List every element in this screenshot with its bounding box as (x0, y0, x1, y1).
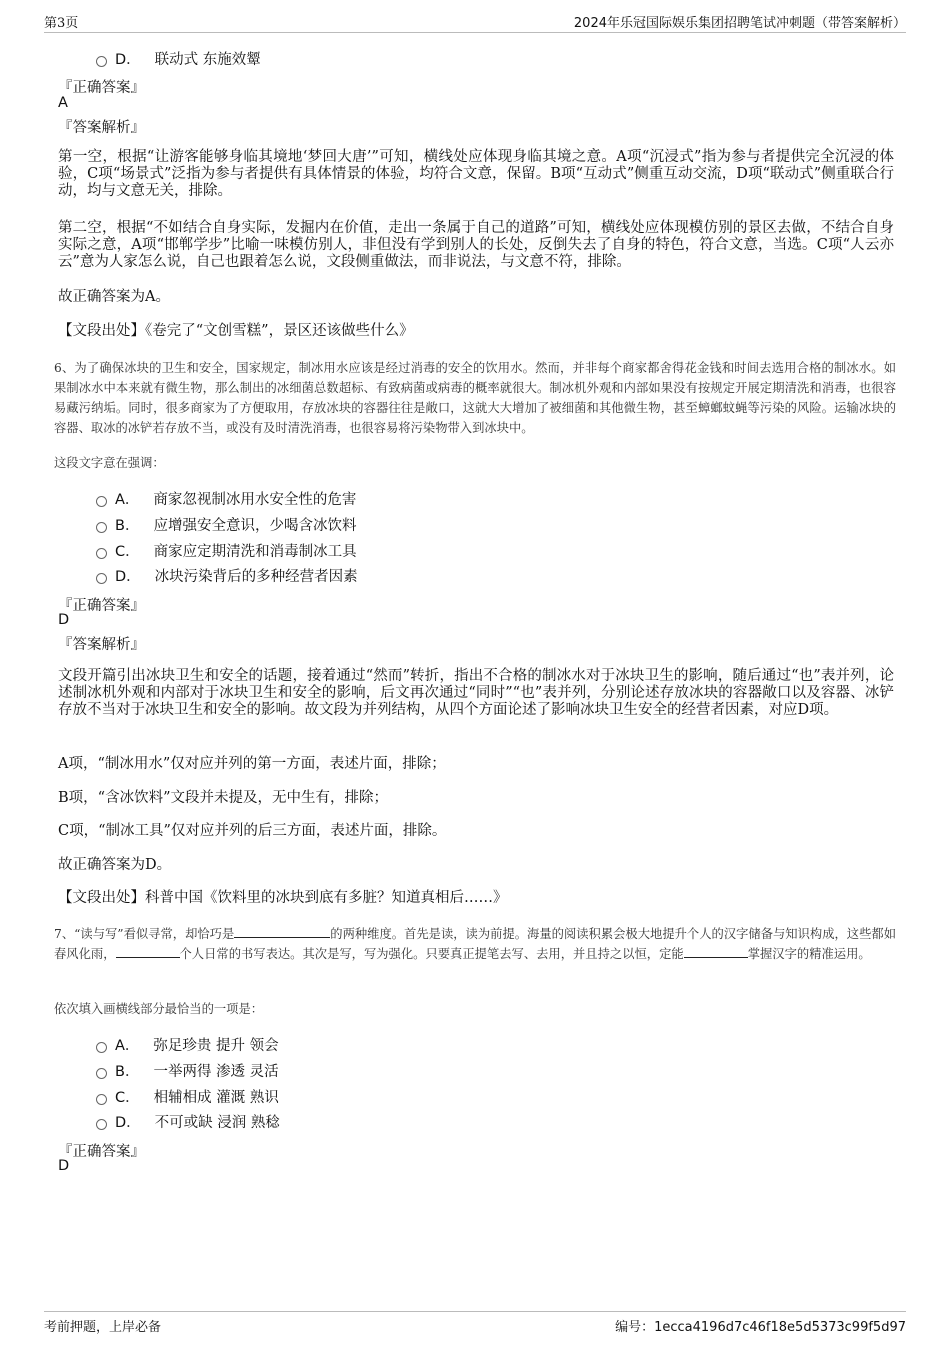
q7-option-c[interactable]: C． 相辅相成 灌溉 熟识 (96, 1086, 279, 1107)
radio-icon[interactable] (96, 1094, 107, 1105)
conclusion: 故正确答案为D。 (58, 857, 172, 873)
radio-icon[interactable] (96, 1068, 107, 1079)
question-stem: 依次填入画横线部分最恰当的一项是： (54, 1002, 264, 1016)
analysis-paragraph: 文段开篇引出冰块卫生和安全的话题，接着通过“然而”转折，指出不合格的制冰水对于冰块卫生的影响，随后通过“也”表并列，论述制冰机外观和内部对于冰块卫生和安全的影响，后文再次通过“同时”“也”表并列，分别论述存放冰块的容器敞口以及容器、冰铲存放不当对于冰块卫生和安全的影响。故文段为并列结构，从四个方面论述了影响冰块卫生安全的经营者因素，对应D项。 (58, 668, 894, 718)
prev-option-d[interactable]: D． 联动式 东施效颦 (96, 48, 261, 69)
question-6-text: 6、为了确保冰块的卫生和安全，国家规定，制冰用水应该是经过消毒的安全的饮用水。然而，并非每个商家都舍得花金钱和时间去选用合格的制冰水。如果制冰水中本来就有微生物，那么制出的冰细菌总数超标、有致病菌或病毒的概率就很大。制冰机外观和内部如果没有按规定开展定期清洗和消毒，也很容易藏污纳垢。同时，很多商家为了方便取用，存放冰块的容器往往是敞口，这就大大增加了被细菌和其他微生物，甚至蟑螂蚊蝇等污染的风险。运输冰块的容器、取冰的冰铲若存放不当，或没有及时清洗消毒，也很容易将污染物带入到冰块中。 (54, 361, 896, 435)
fill-blank (234, 925, 330, 938)
answer-label: 『正确答案』 (58, 598, 145, 614)
page-header (44, 12, 906, 33)
analysis-label: 『答案解析』 (58, 120, 145, 136)
question-stem: 这段文字意在强调： (54, 456, 165, 470)
analysis-line-b: B项，“含冰饮料”文段并未提及，无中生有，排除； (58, 790, 388, 806)
source-citation: 【文段出处】《卷完了“文创雪糕”，景区还该做些什么》 (58, 323, 414, 339)
q7-option-d[interactable]: D． 不可或缺 浸润 熟稔 (96, 1111, 280, 1132)
radio-icon[interactable] (96, 1042, 107, 1053)
radio-icon[interactable] (96, 1119, 107, 1130)
analysis-label: 『答案解析』 (58, 637, 145, 653)
radio-icon[interactable] (96, 548, 107, 559)
conclusion: 故正确答案为A。 (58, 289, 170, 305)
source-citation: 【文段出处】科普中国《饮料里的冰块到底有多脏？知道真相后……》 (58, 890, 508, 906)
radio-icon[interactable] (96, 573, 107, 584)
answer-label: 『正确答案』 (58, 1144, 145, 1160)
footer-slogan: 考前押题，上岸必备 (44, 1320, 162, 1335)
fill-blank (684, 945, 748, 958)
page-footer (44, 1311, 906, 1334)
answer-value: D (58, 1158, 70, 1174)
analysis-line-a: A项，“制冰用水”仅对应并列的第一方面，表述片面，排除； (58, 756, 446, 772)
analysis-line-c: C项，“制冰工具”仅对应并列的后三方面，表述片面，排除。 (58, 823, 447, 839)
document-id: 编号：1ecca4196d7c46f18e5d5373c99f5d97 (615, 1320, 906, 1335)
question-7-text: 7、“读与写”看似寻常，却恰巧是 的两种维度。首先是读，读为前提。海量的阅读积累会极大地提升个人的汉字储备与知识构成，这些都如春风化雨， 个人日常的书写表达。其次是写，写为强化。只要真正提笔去写、去用，并且持之以恒，定能 掌握汉字的精准运用。 (54, 927, 896, 961)
analysis-paragraph: 第二空，根据“不如结合自身实际，发掘内在价值，走出一条属于自己的道路”可知，横线处应体现模仿别的景区去做，不结合自身实际之意，A项“邯郸学步”比喻一味模仿别人，非但没有学到别人的长处，反倒失去了自身的特色，符合文意，当选。C项“人云亦云”意为人家怎么说，自己也跟着怎么说，文段侧重做法，而非说法，与文意不符，排除。 (58, 220, 894, 270)
analysis-paragraph: 第一空，根据“让游客能够身临其境地‘梦回大唐’”可知，横线处应体现身临其境之意。A项“沉浸式”指为参与者提供完全沉浸的体验，C项“场景式”泛指为参与者提供有具体情景的体验，均符合文意，保留。B项“互动式”侧重互动交流，D项“联动式”侧重联合行动，均与文意无关，排除。 (58, 149, 894, 199)
q6-option-b[interactable]: B． 应增强安全意识，少喝含冰饮料 (96, 514, 356, 535)
radio-icon[interactable] (96, 522, 107, 533)
answer-value: A (58, 95, 68, 111)
answer-label: 『正确答案』 (58, 80, 145, 96)
answer-value: D (58, 612, 70, 628)
page-number: 第3页 (44, 16, 79, 31)
q6-option-a[interactable]: A． 商家忽视制冰用水安全性的危害 (96, 488, 356, 509)
radio-icon[interactable] (96, 496, 107, 507)
fill-blank (116, 945, 180, 958)
radio-icon[interactable] (96, 56, 107, 67)
q7-option-b[interactable]: B． 一举两得 渗透 灵活 (96, 1060, 279, 1081)
q7-option-a[interactable]: A． 弥足珍贵 提升 领会 (96, 1034, 279, 1055)
q6-option-d[interactable]: D． 冰块污染背后的多种经营者因素 (96, 565, 358, 586)
q6-option-c[interactable]: C． 商家应定期清洗和消毒制冰工具 (96, 540, 357, 561)
document-title: 2024年乐冠国际娱乐集团招聘笔试冲刺题（带答案解析） (573, 16, 906, 31)
